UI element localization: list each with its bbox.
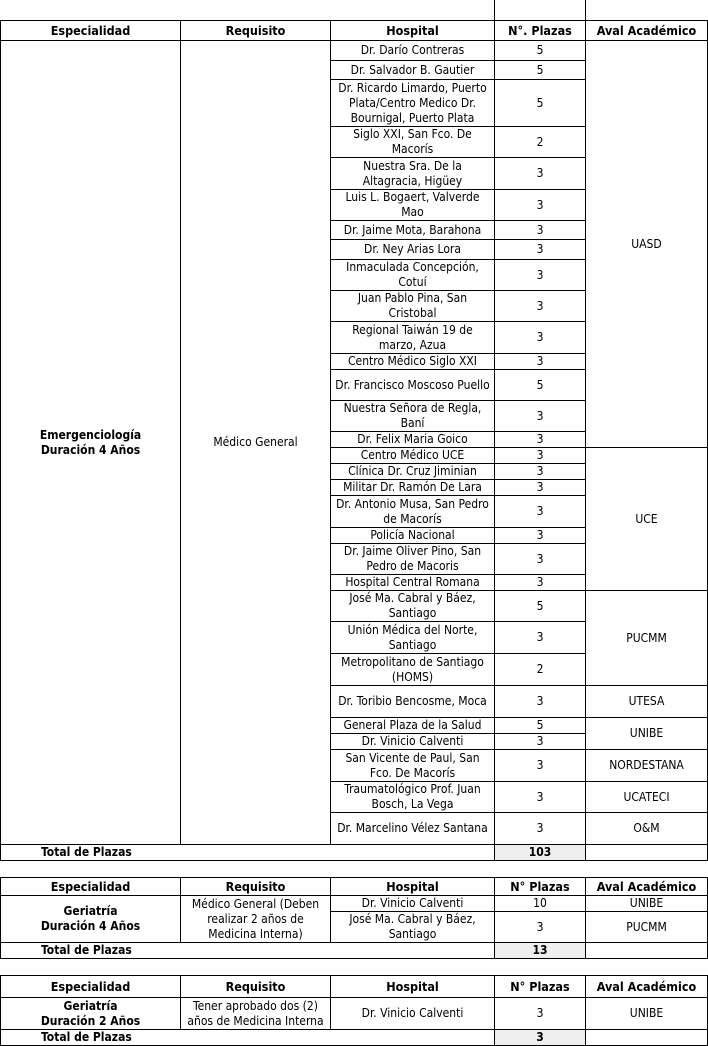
plazas-cell: 5 [495,80,586,127]
aval-cell: NORDESTANA [586,750,708,782]
especialidad-name: Geriatría [63,998,118,1013]
aval-cell: PUCMM [586,912,708,943]
col-hospital: Hospital [331,21,495,41]
table-header [1,976,708,998]
total-row [1,943,708,959]
plazas-cell: 3 [495,291,586,322]
especialidad-name: Emergenciología [39,427,142,442]
plazas-cell: 3 [495,750,586,782]
plazas-cell: 5 [495,41,586,61]
hospital-cell: Juan Pablo Pina, San Cristobal [331,291,495,322]
plazas-cell: 3 [495,401,586,432]
aval-cell: UCATECI [586,782,708,813]
hospital-cell: Centro Médico Siglo XXI [331,354,495,370]
total-row [1,1030,708,1046]
col-requisito: Requisito [181,976,331,998]
hospital-cell: Hospital Central Romana [331,575,495,591]
col-especialidad: Especialidad [1,976,181,998]
col-requisito: Requisito [181,878,331,896]
plazas-cell: 3 [495,782,586,813]
plazas-cell: 3 [495,575,586,591]
hospital-cell: Dr. Darío Contreras [331,41,495,61]
total-label: Total de Plazas [1,943,495,959]
total-row [1,845,708,861]
hospital-cell: Nuestra Señora de Regla, Baní [331,401,495,432]
hospital-cell: Luis L. Bogaert, Valverde Mao [331,190,495,221]
plazas-cell: 2 [495,654,586,686]
aval-cell: UNIBE [586,718,708,750]
aval-cell: UASD [586,41,708,448]
plazas-cell: 5 [495,718,586,734]
hospital-cell: José Ma. Cabral y Báez, Santiago [331,591,495,622]
especialidad-cell [1,998,181,1030]
geriatria-4-table [0,877,708,959]
plazas-cell: 3 [495,432,586,448]
table-row [1,896,708,912]
plazas-cell: 2 [495,127,586,158]
emergenciologia-table [0,20,708,861]
requisito-cell: Tener aprobado dos (2) años de Medicina Interna [181,998,331,1030]
plazas-cell: 3 [495,240,586,260]
table-header [1,21,708,41]
col-requisito: Requisito [181,21,331,41]
total-label: Total de Plazas [1,845,495,861]
plazas-cell: 3 [495,544,586,575]
plazas-cell: 3 [495,322,586,354]
hospital-cell: Policía Nacional [331,528,495,544]
hospital-cell: Centro Médico UCE [331,448,495,464]
aval-cell: UNIBE [586,998,708,1030]
plazas-cell: 3 [495,190,586,221]
hospital-cell: Siglo XXI, San Fco. De Macorís [331,127,495,158]
hospital-cell: Dr. Jaime Oliver Pino, San Pedro de Macoris [331,544,495,575]
plazas-cell: 3 [495,912,586,943]
hospital-cell: Dr. Felix Maria Goico [331,432,495,448]
hospital-cell: Dr. Antonio Musa, San Pedro de Macorís [331,496,495,528]
plazas-cell: 3 [495,354,586,370]
hospital-cell: Regional Taiwán 19 de marzo, Azua [331,322,495,354]
aval-cell: PUCMM [586,591,708,686]
col-aval: Aval Académico [586,21,708,41]
aval-cell: O&M [586,813,708,845]
hospital-cell: Unión Médica del Norte, Santiago [331,622,495,654]
col-especialidad: Especialidad [1,21,181,41]
plazas-cell: 5 [495,370,586,401]
requisito-cell: Médico General (Deben realizar 2 años de Medicina Interna) [181,896,331,943]
especialidad-duration: Duración 4 Años [40,442,141,457]
plazas-cell: 3 [495,622,586,654]
hospital-cell: Dr. Vinicio Calventi [331,998,495,1030]
plazas-cell: 3 [495,448,586,464]
plazas-cell: 3 [495,813,586,845]
plazas-cell: 3 [495,221,586,240]
hospital-cell: Nuestra Sra. De la Altagracia, Higüey [331,158,495,190]
especialidad-duration: Duración 2 Años [40,1013,141,1028]
aval-cell: UCE [586,448,708,591]
col-aval: Aval Académico [586,878,708,896]
plazas-cell: 3 [495,686,586,718]
plazas-cell: 10 [495,896,586,912]
hospital-cell: Clínica Dr. Cruz Jiminian [331,464,495,480]
plazas-cell: 3 [495,480,586,496]
geriatria-2-table [0,975,708,1046]
especialidad-cell [1,896,181,943]
col-aval: Aval Académico [586,976,708,998]
total-label: Total de Plazas [1,1030,495,1046]
plazas-cell: 3 [495,998,586,1030]
hospital-cell: Dr. Jaime Mota, Barahona [331,221,495,240]
col-especialidad: Especialidad [1,878,181,896]
hospital-cell: Dr. Ricardo Limardo, Puerto Plata/Centro Medico Dr. Bournigal, Puerto Plata [331,80,495,127]
hospital-cell: San Vicente de Paul, San Fco. De Macorís [331,750,495,782]
hospital-cell: Militar Dr. Ramón De Lara [331,480,495,496]
table-row [1,998,708,1030]
plazas-cell: 5 [495,591,586,622]
plazas-cell: 3 [495,464,586,480]
plazas-cell: 3 [495,260,586,291]
requisito-cell: Médico General [181,41,331,845]
hospital-cell: José Ma. Cabral y Báez, Santiago [331,912,495,943]
plazas-cell: 3 [495,528,586,544]
aval-cell: UTESA [586,686,708,718]
hospital-cell: Dr. Vinicio Calventi [331,896,495,912]
hospital-cell: Dr. Ney Arias Lora [331,240,495,260]
table-header [1,878,708,896]
col-hospital: Hospital [331,878,495,896]
plazas-cell: 3 [495,496,586,528]
hospital-cell: General Plaza de la Salud [331,718,495,734]
especialidad-cell [1,41,181,845]
hospital-cell: Dr. Francisco Moscoso Puello [331,370,495,401]
hospital-cell: Dr. Salvador B. Gautier [331,61,495,80]
hospital-cell: Inmaculada Concepción, Cotuí [331,260,495,291]
hospital-cell: Dr. Marcelino Vélez Santana [331,813,495,845]
especialidad-duration: Duración 4 Años [40,919,141,933]
aval-cell: UNIBE [586,896,708,912]
col-hospital: Hospital [331,976,495,998]
plazas-cell: 3 [495,158,586,190]
col-plazas: N° Plazas [495,976,586,998]
col-plazas: N°. Plazas [495,21,586,41]
hospital-cell: Traumatológico Prof. Juan Bosch, La Vega [331,782,495,813]
hospital-cell: Dr. Vinicio Calventi [331,734,495,750]
col-plazas: N° Plazas [495,878,586,896]
total-value: 3 [495,1030,586,1046]
especialidad-name: Geriatría [63,904,118,918]
plazas-cell: 3 [495,734,586,750]
total-value: 13 [495,943,586,959]
hospital-cell: Metropolitano de Santiago (HOMS) [331,654,495,686]
total-value: 103 [495,845,586,861]
top-strip [0,0,707,21]
plazas-cell: 5 [495,61,586,80]
table-row [1,41,708,61]
hospital-cell: Dr. Toribio Bencosme, Moca [331,686,495,718]
